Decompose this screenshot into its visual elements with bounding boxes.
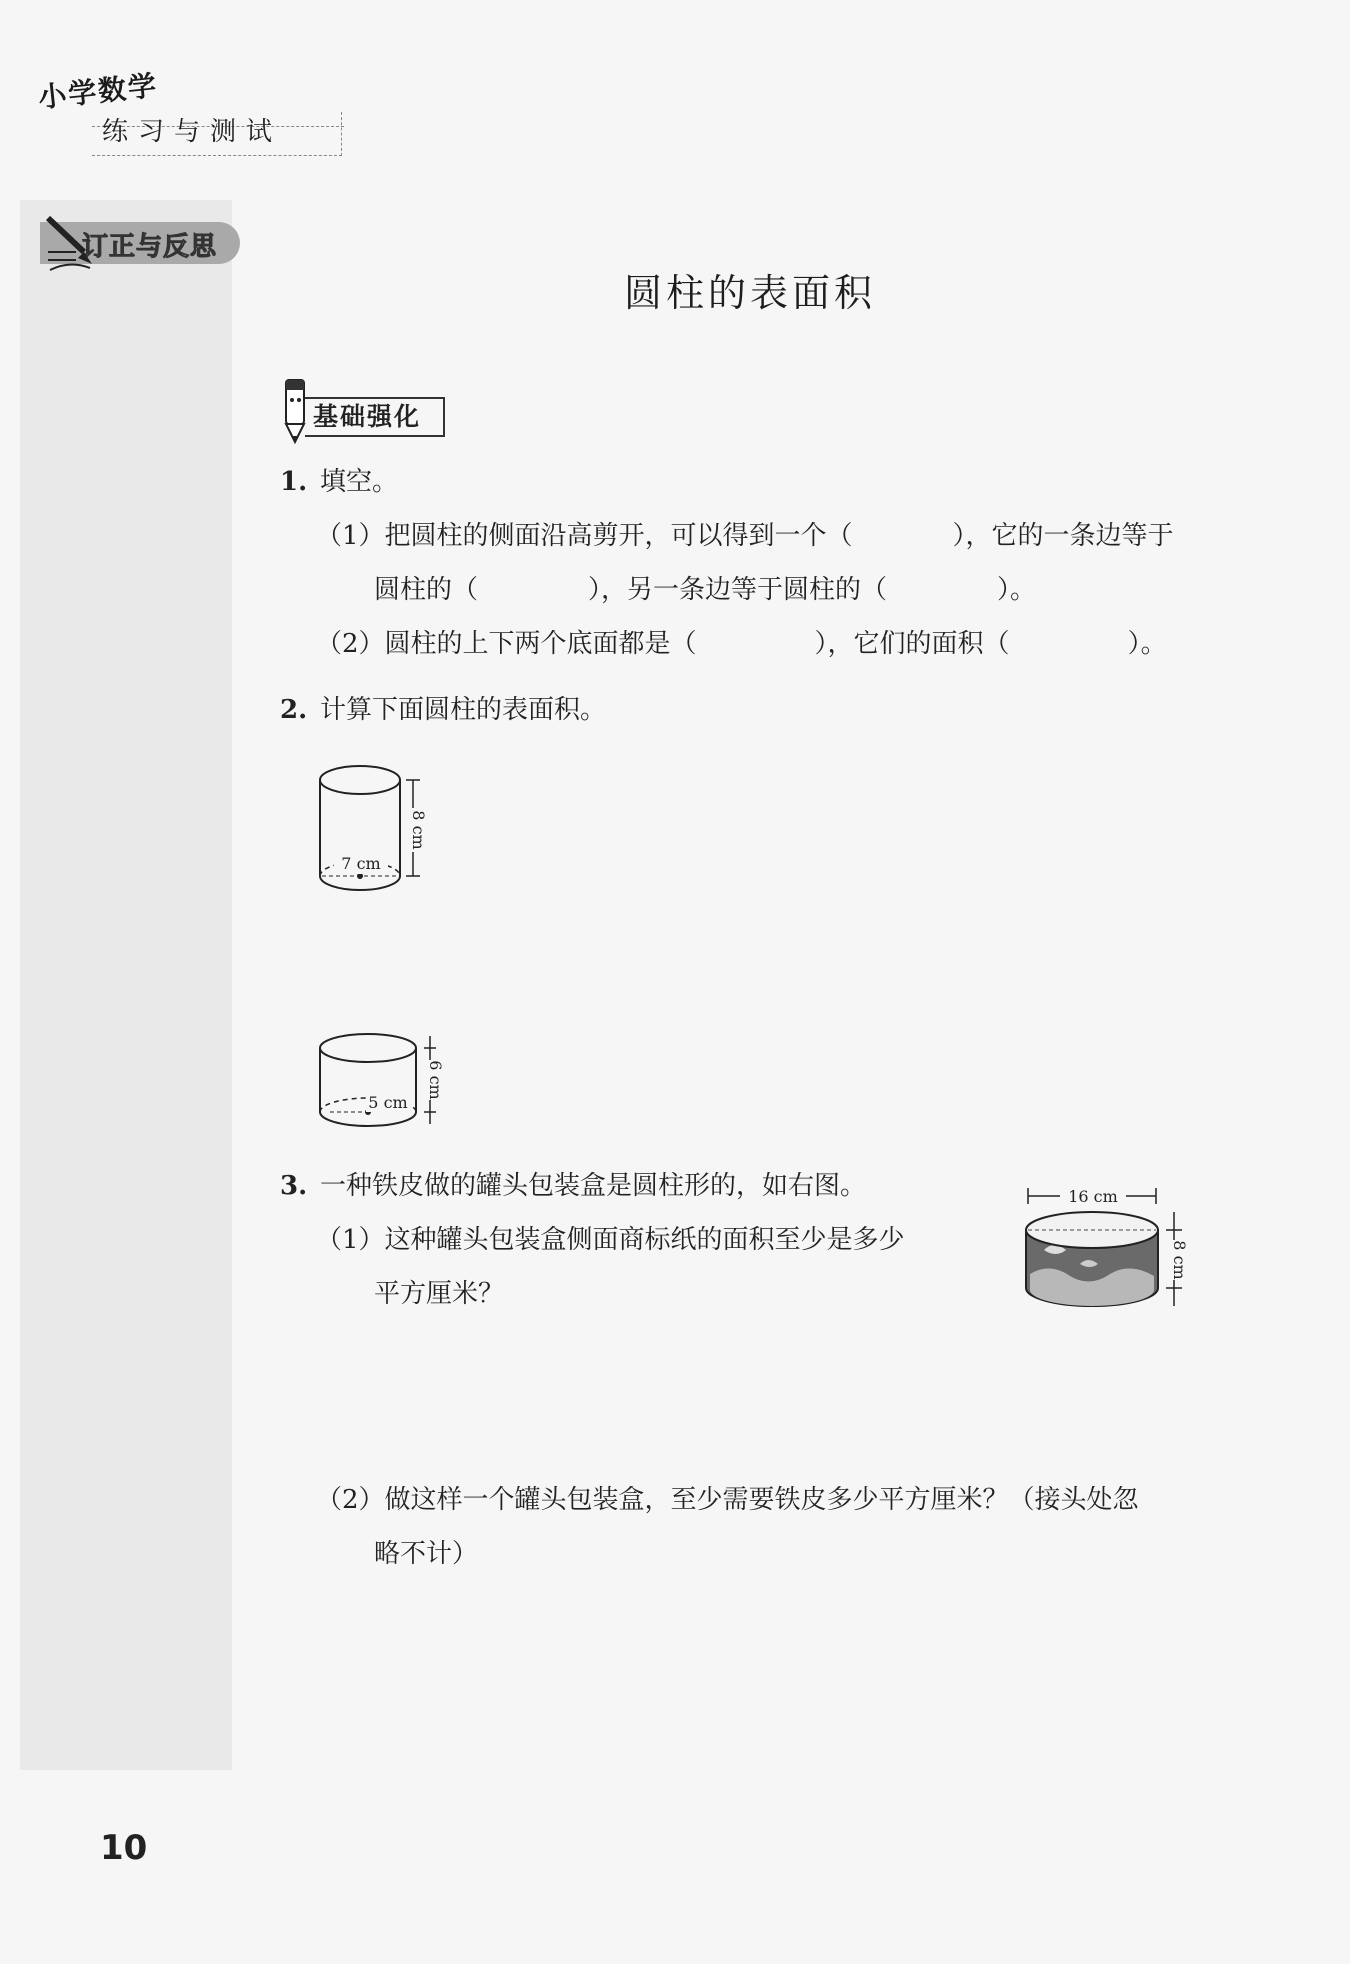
page-number: 10 [100,1828,148,1868]
can-diameter: 16 cm [1068,1187,1118,1206]
question-3 [280,1166,866,1206]
q3-part2-line2: 略不计） [374,1539,479,1569]
correction-sidebar [20,200,232,1770]
cylinder-figure-2 [300,1026,460,1136]
question-1 [280,462,398,502]
series-subtitle: 练习与测试 [92,112,342,156]
cylinder-1-diameter: 7 cm [341,854,381,873]
cylinder-2-radius: 5 cm [368,1093,408,1112]
q3-part2-line1: （2）做这样一个罐头包装盒，至少需要铁皮多少平方厘米？（接头处忽 [316,1485,1139,1515]
q3-part1-line1: （1）这种罐头包装盒侧面商标纸的面积至少是多少 [316,1225,905,1255]
cylinder-1-height: 8 cm [409,810,428,850]
question-prompt: 计算下面圆柱的表面积。 [320,695,607,725]
question-prompt: 一种铁皮做的罐头包装盒是圆柱形的，如右图。 [320,1171,867,1201]
q1-text: （1）把圆柱的侧面沿高剪开，可以得到一个（ [316,521,853,551]
can-figure [1020,1178,1200,1328]
q1-text: ），另一条边等于圆柱的（ [588,575,888,605]
q1-text: ），它的一条边等于 [952,521,1174,551]
lesson-title: 圆柱的表面积 [623,271,876,315]
question-number: 2. [280,695,308,725]
question-2 [280,690,606,730]
section-label: 基础强化 [305,397,445,437]
q1-text: ），它们的面积（ [814,629,1010,659]
can-height: 8 cm [1170,1240,1189,1280]
q1-text: （2）圆柱的上下两个底面都是（ [316,629,697,659]
q1-text: ）。 [997,575,1037,605]
cylinder-figure-1 [300,758,440,898]
question-prompt: 填空。 [320,467,399,497]
q1-part1-line1 [316,516,1174,556]
q1-text: ）。 [1127,629,1167,659]
question-number: 1. [280,467,308,497]
q3-part1-line2: 平方厘米？ [374,1279,505,1309]
correction-label: 订正与反思 [82,232,218,262]
cylinder-2-height: 6 cm [426,1060,445,1100]
q1-part1-line2 [374,570,1036,610]
series-title: 小学数学 [36,68,160,115]
question-number: 3. [280,1171,308,1201]
q1-part2 [316,624,1167,664]
q1-text: 圆柱的（ [374,575,479,605]
